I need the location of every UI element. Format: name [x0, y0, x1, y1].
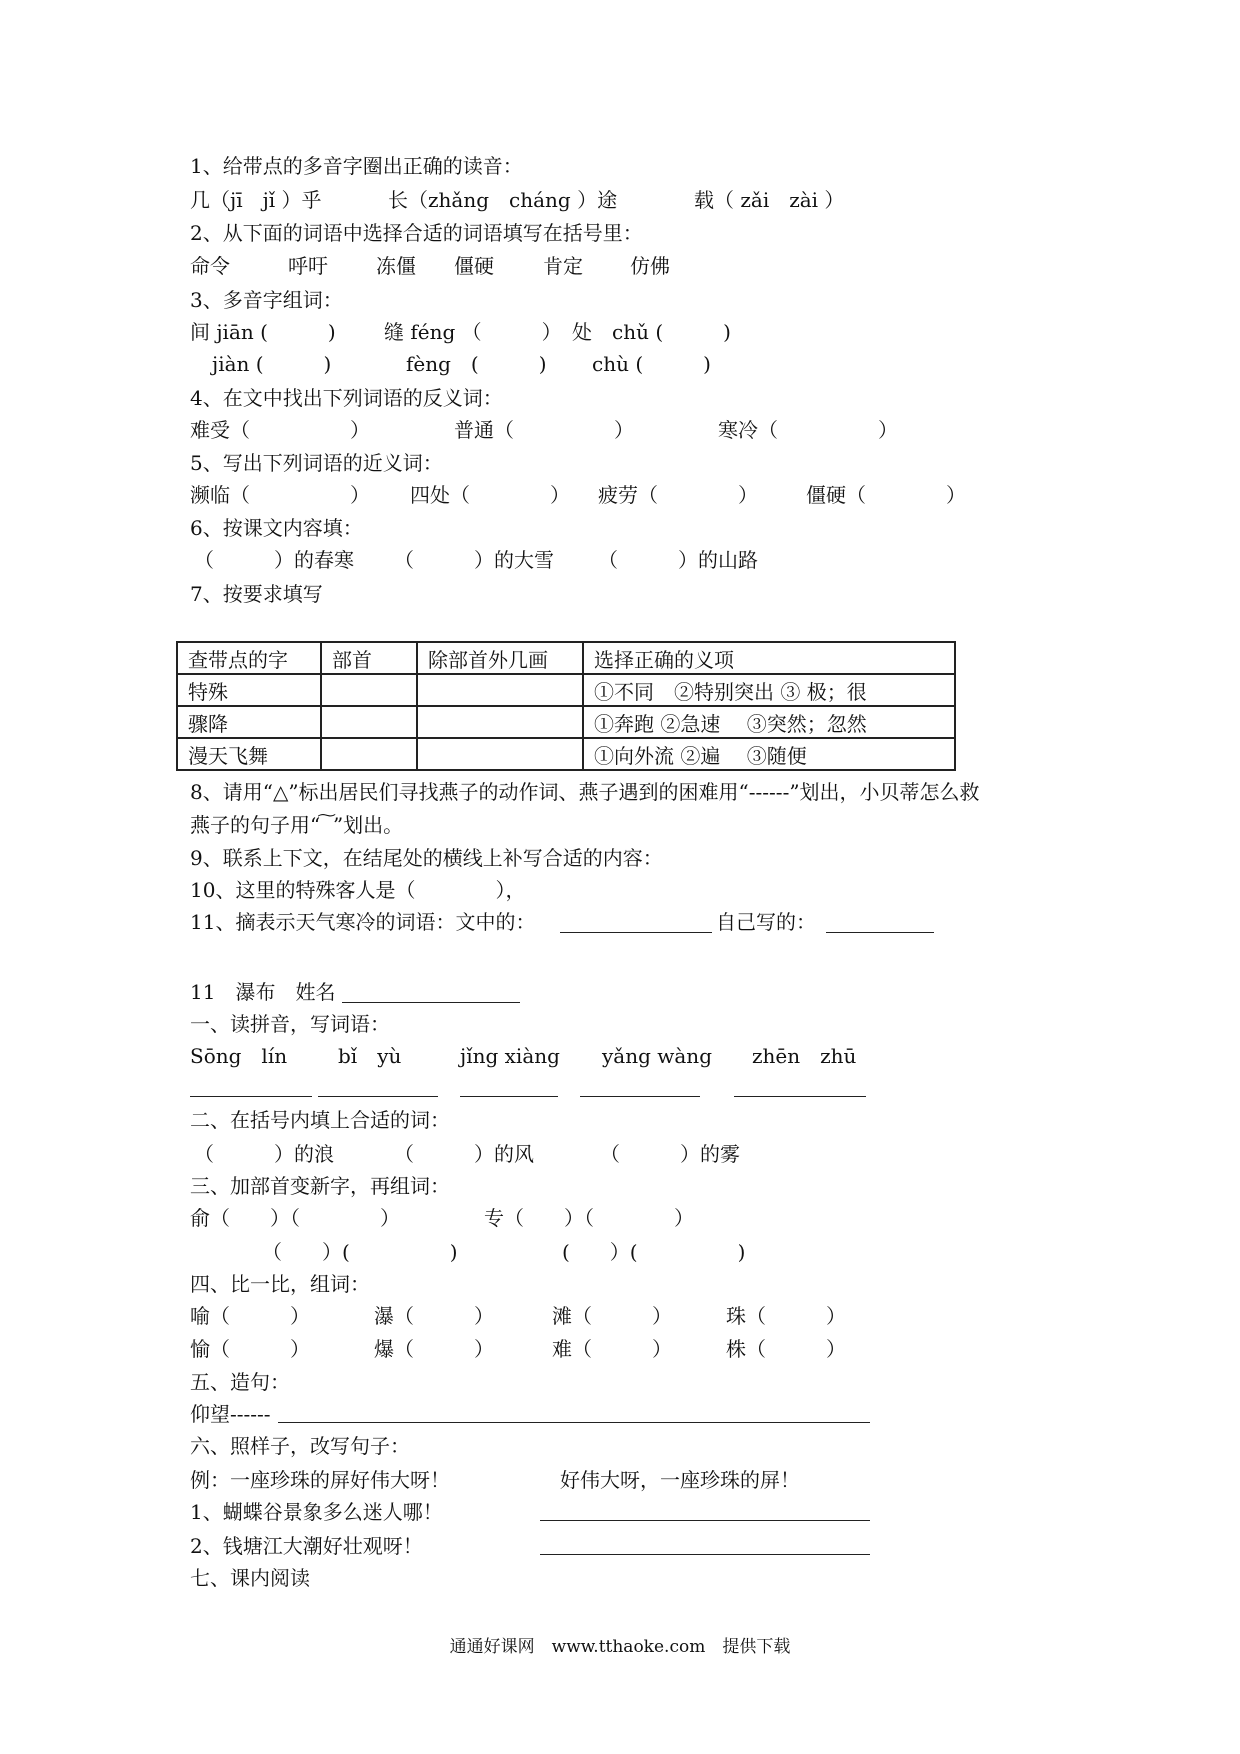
pinyin-item: Sōng lín: [190, 1044, 288, 1068]
q5-item: 濒临（ ）: [190, 483, 370, 507]
s5-item: 仰望------: [190, 1402, 271, 1426]
s3-item: （ ）( ): [262, 1240, 458, 1264]
s3-item: 专（ ）（ ）: [484, 1206, 694, 1230]
q1-item-chang: 长（zhǎng cháng ）途: [388, 188, 618, 212]
table-header: 选择正确的义项: [583, 642, 955, 674]
s2-item: （ ）的风: [394, 1142, 534, 1166]
s4-item: 难（ ）: [552, 1337, 672, 1361]
q3-item: fèng ( ): [406, 352, 547, 376]
s4-item: 滩（ ）: [552, 1304, 672, 1328]
section-5: 五、造句：: [190, 1370, 290, 1394]
q4-item: 普通（ ）: [454, 418, 634, 442]
q5-item: 四处（ ）: [410, 483, 570, 507]
table-row: [177, 738, 955, 770]
q1-item-ji: 几（jī jǐ ）乎: [190, 188, 322, 212]
s3-item: ( ）( ): [562, 1240, 746, 1264]
question-10: 10、这里的特殊客人是（ ），: [190, 878, 526, 902]
s2-item: （ ）的浪: [194, 1142, 334, 1166]
s4-item: 瀑（ ）: [374, 1304, 494, 1328]
section-2: 二、在括号内填上合适的词：: [190, 1108, 450, 1132]
word-option: 仿佛: [630, 254, 670, 278]
question-9: 9、联系上下文，在结尾处的横线上补写合适的内容：: [190, 846, 663, 870]
s2-item: （ ）的雾: [600, 1142, 740, 1166]
table-cell-options: ①奔跑 ②急速 ③突然；忽然: [583, 706, 955, 738]
question-11-label-b: 自己写的：: [716, 910, 816, 934]
q3-item: 处 chǔ ( ): [572, 320, 731, 344]
section-6: 六、照样子，改写句子：: [190, 1434, 410, 1458]
s4-item: 爆（ ）: [374, 1337, 494, 1361]
table-header: 查带点的字: [177, 642, 321, 674]
s6-item: 1、蝴蝶谷景象多么迷人哪！: [190, 1500, 443, 1524]
table-header-row: [177, 642, 955, 674]
table-cell-word: 骤降: [177, 706, 321, 738]
q4-item: 寒冷（ ）: [718, 418, 898, 442]
table-cell-options: ①不同 ②特别突出 ③ 极；很: [583, 674, 955, 706]
question-8-line-1: 8、请用“△”标出居民们寻找燕子的动作词、燕子遇到的困难用“------”划出，小贝蒂怎么救: [190, 780, 980, 804]
table-row: [177, 674, 955, 706]
answer-line[interactable]: [540, 1520, 870, 1521]
q3-item: 缝 féng （ ）: [384, 320, 562, 344]
section-1: 一、读拼音，写词语：: [190, 1012, 390, 1036]
s4-item: 喻（ ）: [190, 1304, 310, 1328]
section-7: 七、课内阅读: [190, 1566, 310, 1590]
q1-item-zai: 载（ zǎi zài ）: [694, 188, 845, 212]
s4-item: 愉（ ）: [190, 1337, 310, 1361]
q6-item: （ ）的大雪: [394, 548, 554, 572]
section-3: 三、加部首变新字，再组词：: [190, 1174, 450, 1198]
character-table: [176, 641, 956, 771]
q6-item: （ ）的春寒: [194, 548, 354, 572]
answer-line[interactable]: [278, 1422, 870, 1423]
table-row: [177, 706, 955, 738]
table-header: 除部首外几画: [417, 642, 583, 674]
footer-credit: 通通好课网 www.tthaoke.com 提供下载: [449, 1637, 791, 1657]
q6-item: （ ）的山路: [598, 548, 758, 572]
q5-item: 僵硬（ ）: [806, 483, 966, 507]
pinyin-item: jǐng xiàng: [460, 1044, 560, 1068]
q5-item: 疲劳（ ）: [598, 483, 758, 507]
q4-item: 难受（ ）: [190, 418, 370, 442]
table-cell-strokes[interactable]: [417, 706, 583, 738]
table-cell-radical[interactable]: [321, 674, 417, 706]
answer-line[interactable]: [460, 1096, 558, 1097]
answer-line[interactable]: [540, 1554, 870, 1555]
q3-item: 间 jiān ( ): [190, 320, 336, 344]
s6-example: 例：一座珍珠的屏好伟大呀！: [190, 1468, 450, 1492]
table-cell-strokes[interactable]: [417, 674, 583, 706]
word-option: 僵硬: [454, 254, 494, 278]
word-option: 肯定: [543, 254, 583, 278]
table-cell-radical[interactable]: [321, 706, 417, 738]
question-4: 4、在文中找出下列词语的反义词：: [190, 386, 503, 410]
s3-item: 俞（ ）（ ）: [190, 1206, 400, 1230]
table-header: 部首: [321, 642, 417, 674]
q3-item: chù ( ): [592, 352, 711, 376]
name-field[interactable]: [342, 1002, 520, 1003]
question-1: 1、给带点的多音字圈出正确的读音：: [190, 154, 523, 178]
answer-line[interactable]: [560, 932, 712, 933]
question-3: 3、多音字组词：: [190, 288, 343, 312]
question-5: 5、写出下列词语的近义词：: [190, 451, 443, 475]
answer-line[interactable]: [318, 1096, 438, 1097]
table-cell-strokes[interactable]: [417, 738, 583, 770]
s4-item: 株（ ）: [726, 1337, 846, 1361]
question-6: 6、按课文内容填：: [190, 516, 363, 540]
answer-line[interactable]: [826, 932, 934, 933]
word-option: 呼吁: [288, 254, 328, 278]
table-cell-radical[interactable]: [321, 738, 417, 770]
section-4: 四、比一比，组词：: [190, 1272, 370, 1296]
q3-item: jiàn ( ): [212, 352, 332, 376]
table-cell-word: 漫天飞舞: [177, 738, 321, 770]
question-11: 11、摘表示天气寒冷的词语：文中的：: [190, 910, 536, 934]
s6-item: 2、钱塘江大潮好壮观呀！: [190, 1534, 423, 1558]
pinyin-item: bǐ yù: [338, 1044, 402, 1068]
question-8-line-2: 燕子的句子用“ ͠ ”划出。: [190, 813, 404, 837]
answer-line[interactable]: [190, 1096, 312, 1097]
answer-line[interactable]: [734, 1096, 866, 1097]
question-2: 2、从下面的词语中选择合适的词语填写在括号里：: [190, 221, 643, 245]
s4-item: 珠（ ）: [726, 1304, 846, 1328]
pinyin-item: yǎng wàng: [602, 1044, 712, 1068]
lesson-title: 11 瀑布 姓名: [190, 980, 336, 1004]
s6-example-answer: 好伟大呀，一座珍珠的屏！: [560, 1468, 800, 1492]
question-7: 7、按要求填写: [190, 582, 323, 606]
word-option: 冻僵: [376, 254, 416, 278]
table-cell-word: 特殊: [177, 674, 321, 706]
table-cell-options: ①向外流 ②遍 ③随便: [583, 738, 955, 770]
pinyin-item: zhēn zhū: [752, 1044, 857, 1068]
word-option: 命令: [190, 254, 230, 278]
answer-line[interactable]: [580, 1096, 700, 1097]
